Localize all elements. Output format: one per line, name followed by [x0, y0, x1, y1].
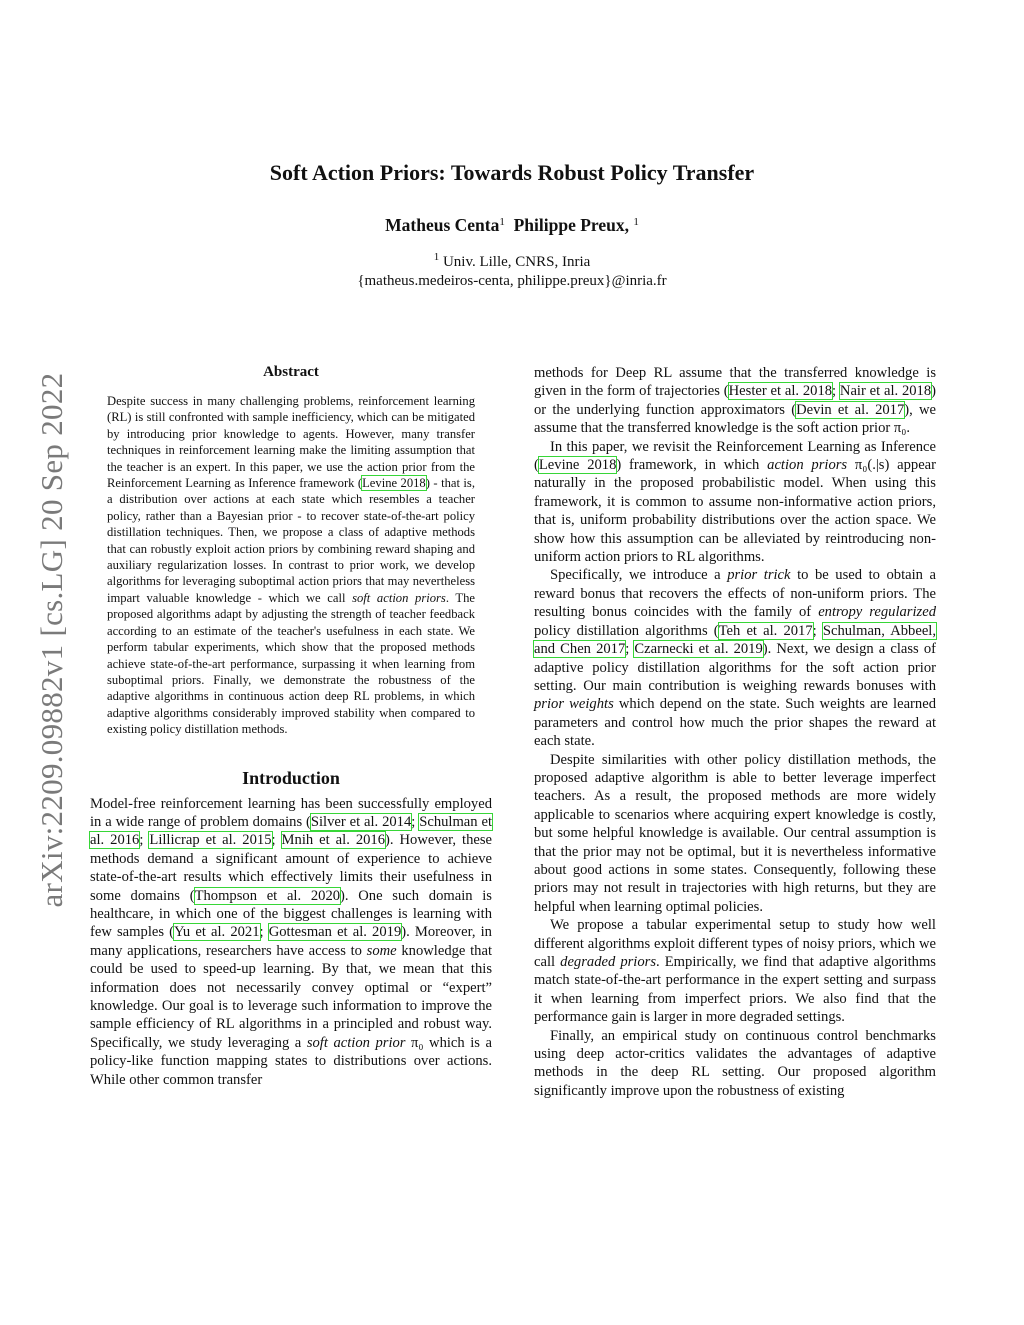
- citation-link[interactable]: Lillicrap et al. 2015: [149, 832, 272, 849]
- citation-link[interactable]: Schulman, Abbeel, and Chen 2017: [534, 622, 937, 658]
- intro-paragraph-1: Model-free reinforcement learning has been successfully employed in a wide range of problem domains (Silver et al. 2014; Schulman et al. 2016; Lillicrap et al. 2015; Mnih et al. 2016). However, these methods demand a significant amount of experience to achieve state-of-the-art results which effectively limits their usefulness in some domains (Thompson et al. 2020). One such domain is healthcare, in which one of the biggest challenges is learning with few samples (Yu et al. 2021; Gottesman et al. 2019). Moreover, in many applications, researchers have access to some knowledge that could be used to speed-up learning. By that, we mean that this information does not necessarily convey optimal or “expert” knowledge. Our goal is to leverage such information to improve the sample efficiency of RL algorithms in a principled and robust way. Specifically, we study leveraging a soft action prior π₀ which is a policy-like function mapping states to distributions over actions. While other common transfer: [90, 795, 493, 1088]
- citation-link[interactable]: Gottesman et al. 2019: [268, 924, 402, 941]
- affiliation-marker: 1: [633, 216, 639, 228]
- arxiv-identifier-stamp: arXiv:2209.09882v1 [cs.LG] 20 Sep 2022: [34, 372, 69, 908]
- intro-paragraph-2: In this paper, we revisit the Reinforcement Learning as Inference (Levine 2018) framework, in which action priors π₀(.|s) appear naturally in the proposed probabilistic model. When using this framework, it is common to assume non-informative action priors, that is, uniform probability distributions over the action space. We show how this assumption can be alleviated by reintroducing non-uniform action priors to RL algorithms.: [534, 438, 937, 566]
- introduction-heading: Introduction: [242, 767, 340, 788]
- author-line: [0, 215, 1024, 236]
- citation-link[interactable]: Teh et al. 2017: [718, 622, 813, 639]
- abstract-heading: Abstract: [263, 364, 319, 380]
- citation-link[interactable]: Mnih et al. 2016: [281, 832, 386, 849]
- author-emails: {matheus.medeiros-centa, philippe.preux}@inria.fr: [357, 273, 667, 289]
- left-column: [90, 364, 492, 1089]
- author-name: Matheus Centa: [385, 215, 500, 235]
- intro-paragraph-3: Specifically, we introduce a prior trick to be used to obtain a reward bonus that recovers the effects of non-uniform priors. The resulting bonus coincides with the family of entropy regularized policy distillation algorithms (Teh et al. 2017; Schulman, Abbeel, and Chen 2017; Czarnecki et al. 2019). Next, we design a class of adaptive policy distillation algorithms for the soft action prior setting. Our main contribution is weighing rewards bonuses with prior weights which depend on the state. Such weights are learned parameters and control how much the prior shapes the reward at each state.: [534, 567, 937, 750]
- citation-link[interactable]: Czarnecki et al. 2019: [634, 641, 763, 658]
- citation-link[interactable]: Silver et al. 2014: [310, 813, 412, 830]
- author-name: Philippe Preux,: [513, 215, 629, 235]
- right-column: [534, 364, 936, 1100]
- affiliation-marker: 1: [499, 216, 505, 228]
- intro-paragraph-6: Finally, an empirical study on continuous control benchmarks using deep actor-critics validates the advantages of adaptive methods in the deep RL setting. Our proposed algorithm significantly improve upon the robustness of existing: [534, 1027, 936, 1099]
- affiliation-marker: 1: [433, 251, 440, 263]
- intro-paragraph-4: Despite similarities with other policy distillation methods, the proposed adaptive algorithm is able to better leverage imperfect teachers. As a result, the proposed methods are more widely applicable to scenarios where acquiring expert knowledge is costly, but some helpful knowledge is available. Our central assumption is that the prior may not be optimal, but it is nevertheless informative about good actions in some states. Consequently, following these priors may not result in trajectories with high returns, but they are helpful when learning optimal policies.: [534, 751, 936, 915]
- citation-link[interactable]: Yu et al. 2021: [174, 924, 260, 941]
- citation-link[interactable]: Levine 2018: [538, 457, 617, 474]
- intro-paragraph-5: We propose a tabular experimental setup to study how well different algorithms exploit different types of noisy priors, which we call degraded priors. Empirically, we find that adaptive algorithms match state-of-the-art performance in the expert setting and surpass it when learning from imperfect priors. We also find that the performance gain is larger in more degraded settings.: [534, 917, 936, 1026]
- citation-link[interactable]: Nair et al. 2018: [839, 383, 932, 400]
- abstract-text: Despite success in many challenging problems, reinforcement learning (RL) is still confronted with sample inefficiency, which can be mitigated by introducing prior knowledge to agents. However, many transfer techniques in reinforcement learning make the limiting assumption that the teacher is an expert. In this paper, we use the action prior from the Reinforcement Learning as Inference framework (Levine 2018) - that is, a distribution over actions at each state which resembles a teacher policy, rather than a Bayesian prior - to recover state-of-the-art policy distillation techniques. Then, we propose a class of adaptive methods that can robustly exploit action priors by combining reward shaping and auxiliary regularization losses. In contrast to prior work, we develop algorithms for leveraging suboptimal action priors that may nevertheless impart valuable knowledge - which we call soft action priors. The proposed algorithms adapt by adjusting the strength of teacher feedback according to an estimate of the teacher's usefulness in each state. We perform tabular experiments, which show that the proposed methods achieve state-of-the-art performance, surpassing it when learning from suboptimal priors. Finally, we demonstrate the robustness of the adaptive algorithms in continuous action deep RL problems, in which adaptive algorithms considerably improved stability when compared to existing policy distillation methods.: [107, 394, 475, 737]
- institution: Univ. Lille, CNRS, Inria: [442, 254, 591, 270]
- citation-link[interactable]: Devin et al. 2017: [796, 401, 905, 418]
- intro-paragraph-1-continued: methods for Deep RL assume that the transferred knowledge is given in the form of trajectories (Hester et al. 2018; Nair et al. 2018) or the underlying function approximators (Devin et al. 2017), we assume that the transferred knowledge is the soft action prior π₀.: [534, 365, 937, 437]
- affiliation-block: [0, 248, 1024, 291]
- paper-title: Soft Action Priors: Towards Robust Policy Transfer: [269, 160, 755, 185]
- citation-link[interactable]: Thompson et al. 2020: [194, 887, 341, 904]
- citation-link[interactable]: Schulman et al. 2016: [90, 813, 492, 849]
- citation-link[interactable]: Hester et al. 2018: [728, 383, 833, 400]
- institution-line: [0, 248, 1024, 272]
- citation-link[interactable]: Levine 2018: [362, 476, 426, 491]
